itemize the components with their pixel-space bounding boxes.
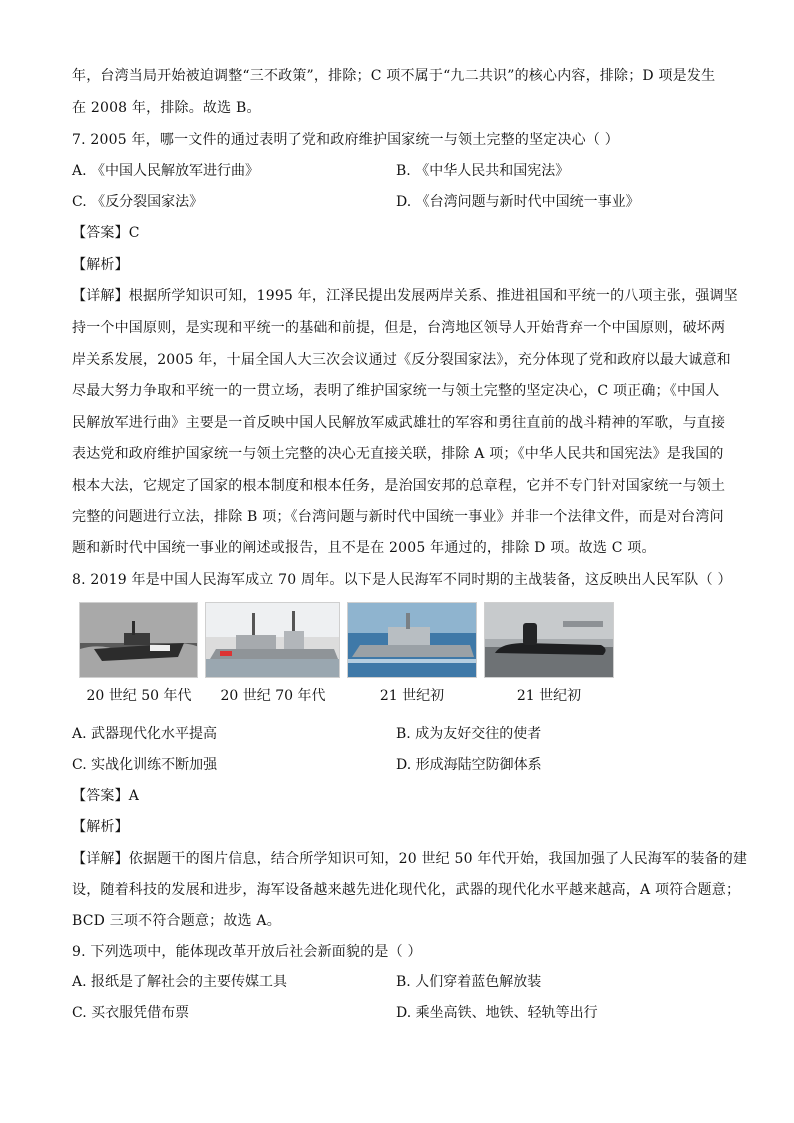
q8-option-a: A. 武器现代化水平提高 (72, 726, 218, 742)
q7-analysis-label: 【解析】 (72, 257, 129, 273)
q7-detail-line: 民解放军进行曲》主要是一首反映中国人民解放军威武雄壮的军容和勇往直前的战斗精神的军歌，与直接 (72, 415, 726, 431)
q7-detail-line: 【详解】根据所学知识可知，1995 年，江泽民提出发展两岸关系、推进祖国和平统一的八项主张，强调坚 (72, 288, 738, 304)
q8-option-c: C. 实战化训练不断加强 (72, 757, 218, 773)
q8-option-d: D. 形成海陆空防御体系 (396, 757, 542, 773)
q8-answer: 【答案】A (72, 788, 140, 804)
1970s-destroyer-photo (205, 602, 340, 678)
photo-caption-3: 21 世纪初 (379, 688, 445, 704)
photo-caption-1: 20 世纪 50 年代 (86, 688, 192, 704)
21st-century-frigate-photo (347, 602, 477, 678)
1950s-patrol-boat-photo (79, 602, 198, 678)
q9-option-a: A. 报纸是了解社会的主要传媒工具 (72, 974, 288, 990)
q7-option-b: B. 《中华人民共和国宪法》 (396, 163, 570, 179)
q8-option-b: B. 成为友好交往的使者 (396, 726, 542, 742)
q7-detail-line: 完整的问题进行立法，排除 B 项；《台湾问题与新时代中国统一事业》并非一个法律文件，而是对台湾问 (72, 509, 724, 525)
q9-option-c: C. 买衣服凭借布票 (72, 1005, 190, 1021)
q7-detail-line: 岸关系发展，2005 年，十届全国人大三次会议通过《反分裂国家法》，充分体现了党和政府以最大诚意和 (72, 352, 731, 368)
photo-caption-4: 21 世纪初 (516, 688, 582, 704)
q8-detail-line: 【详解】依据题干的图片信息，结合所学知识可知，20 世纪 50 年代开始，我国加强了人民海军的装备的建 (72, 851, 748, 867)
q7-detail-line: 持一个中国原则，是实现和平统一的基础和前提，但是，台湾地区领导人开始背弃一个中国原则，破坏两 (72, 320, 726, 336)
q7-option-c: C. 《反分裂国家法》 (72, 194, 204, 210)
q7-detail-line: 根本大法，它规定了国家的根本制度和根本任务，是治国安邦的总章程，它并不专门针对国家统一与领土 (72, 478, 726, 494)
21st-century-submarine-photo (484, 602, 614, 678)
q7-option-d: D. 《台湾问题与新时代中国统一事业》 (396, 194, 640, 210)
photo-caption-2: 20 世纪 70 年代 (220, 688, 326, 704)
q7-option-a: A. 《中国人民解放军进行曲》 (72, 163, 260, 179)
q9-option-b: B. 人们穿着蓝色解放装 (396, 974, 542, 990)
q9-option-d: D. 乘坐高铁、地铁、轻轨等出行 (396, 1005, 598, 1021)
q7-detail-line: 表达党和政府维护国家统一与领土完整的决心无直接关联，排除 A 项；《中华人民共和国宪法》是我国的 (72, 446, 724, 462)
q8-detail-line: 设，随着科技的发展和进步，海军设备越来越先进化现代化，武器的现代化水平越来越高，A 项符合题意； (72, 882, 741, 898)
q7-question: 7. 2005 年，哪一文件的通过表明了党和政府维护国家统一与领土完整的坚定决心（ ） (72, 132, 619, 148)
q7-detail-line: 题和新时代中国统一事业的阐述或报告，且不是在 2005 年通过的，排除 D 项。故选 C 项。 (72, 540, 656, 556)
q9-question: 9. 下列选项中，能体现改革开放后社会新面貌的是（ ） (72, 944, 422, 960)
intro-line-2: 在 2008 年，排除。故选 B。 (72, 100, 261, 116)
q7-detail-line: 尽最大努力争取和平统一的一贯立场，表明了维护国家统一与领土完整的坚定决心，C 项正确；《中国人 (72, 383, 720, 399)
q8-analysis-label: 【解析】 (72, 819, 129, 835)
q7-answer: 【答案】C (72, 225, 140, 241)
intro-line-1: 年，台湾当局开始被迫调整“三不政策”，排除；C 项不属于“九二共识”的核心内容，排除；D 项是发生 (72, 68, 716, 84)
q8-detail-line: BCD 三项不符合题意；故选 A。 (72, 913, 281, 929)
q8-question: 8. 2019 年是中国人民海军成立 70 周年。以下是人民海军不同时期的主战装备，这反映出人民军队（ ） (72, 572, 732, 588)
